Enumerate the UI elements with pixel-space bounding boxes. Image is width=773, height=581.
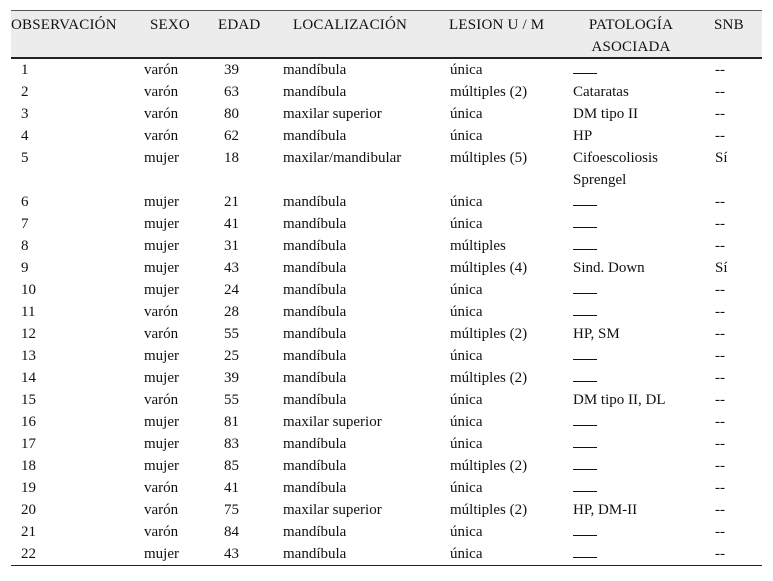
cell-edad: 41	[224, 480, 239, 496]
cell-snb: Sí	[715, 260, 728, 276]
cell-patologia	[573, 345, 597, 367]
cell-localizacion: mandíbula	[283, 458, 347, 474]
cell-lesion: múltiples (2)	[450, 326, 528, 342]
header-snb: SNB	[714, 17, 744, 33]
cell-localizacion: mandíbula	[283, 546, 347, 562]
table-row	[11, 389, 762, 411]
cell-sexo: mujer	[144, 260, 179, 276]
cell-observacion: 17	[21, 436, 36, 452]
cell-localizacion: maxilar superior	[283, 106, 382, 122]
cell-snb: --	[715, 216, 725, 232]
cell-observacion: 16	[21, 414, 36, 430]
blank-line	[573, 279, 597, 294]
header-patologia-line2: ASOCIADA	[591, 39, 671, 55]
cell-localizacion: maxilar superior	[283, 502, 382, 518]
cell-edad: 28	[224, 304, 239, 320]
cell-localizacion: mandíbula	[283, 326, 347, 342]
patologia-text: HP	[573, 128, 593, 144]
table-row	[11, 103, 762, 125]
table-row	[11, 301, 762, 323]
cell-patologia	[573, 323, 620, 345]
cell-sexo: mujer	[144, 370, 179, 386]
cell-observacion: 12	[21, 326, 36, 342]
cell-lesion: múltiples (2)	[450, 84, 528, 100]
cell-edad: 62	[224, 128, 239, 144]
cell-localizacion: mandíbula	[283, 84, 347, 100]
table-row	[11, 59, 762, 81]
cell-sexo: varón	[144, 106, 179, 122]
header-localizacion: LOCALIZACIÓN	[293, 17, 408, 33]
table-row	[11, 191, 762, 213]
table-row	[11, 499, 762, 521]
cell-sexo: varón	[144, 392, 179, 408]
table-row	[11, 345, 762, 367]
table-body	[11, 59, 762, 566]
cell-lesion: múltiples (2)	[450, 370, 528, 386]
cell-lesion: múltiples (4)	[450, 260, 528, 276]
table-row	[11, 213, 762, 235]
cell-patologia	[573, 81, 629, 103]
cell-observacion: 19	[21, 480, 36, 496]
table-row	[11, 279, 762, 301]
blank-line	[573, 191, 597, 206]
blank-line	[573, 301, 597, 316]
cell-lesion: única	[450, 216, 483, 232]
cell-localizacion: mandíbula	[283, 260, 347, 276]
cell-sexo: varón	[144, 524, 179, 540]
cell-sexo: varón	[144, 128, 179, 144]
cell-sexo: mujer	[144, 348, 179, 364]
cell-patologia	[573, 521, 597, 543]
cell-observacion: 4	[21, 128, 29, 144]
cell-snb: --	[715, 414, 725, 430]
cell-localizacion: mandíbula	[283, 348, 347, 364]
data-table	[11, 10, 762, 566]
cell-edad: 81	[224, 414, 239, 430]
cell-edad: 43	[224, 546, 239, 562]
cell-lesion: única	[450, 480, 483, 496]
cell-edad: 83	[224, 436, 239, 452]
cell-patologia	[573, 59, 597, 81]
blank-line	[573, 455, 597, 470]
patologia-text: HP, DM-II	[573, 502, 638, 518]
cell-localizacion: mandíbula	[283, 370, 347, 386]
cell-lesion: múltiples (5)	[450, 150, 528, 166]
table-row	[11, 257, 762, 279]
cell-snb: --	[715, 84, 725, 100]
cell-lesion: única	[450, 304, 483, 320]
cell-lesion: múltiples	[450, 238, 506, 254]
blank-line	[573, 521, 597, 536]
blank-line	[573, 59, 597, 74]
cell-snb: --	[715, 392, 725, 408]
cell-snb: --	[715, 128, 725, 144]
cell-edad: 43	[224, 260, 239, 276]
cell-localizacion: maxilar superior	[283, 414, 382, 430]
table-header	[11, 10, 762, 59]
cell-localizacion: mandíbula	[283, 238, 347, 254]
blank-line	[573, 411, 597, 426]
cell-sexo: varón	[144, 62, 179, 78]
cell-patologia	[573, 279, 597, 301]
cell-sexo: varón	[144, 326, 179, 342]
cell-lesion: única	[450, 62, 483, 78]
cell-snb: --	[715, 370, 725, 386]
cell-lesion: única	[450, 194, 483, 210]
cell-snb: --	[715, 546, 725, 562]
cell-lesion: única	[450, 546, 483, 562]
cell-snb: --	[715, 524, 725, 540]
cell-snb: --	[715, 436, 725, 452]
cell-observacion: 8	[21, 238, 29, 254]
cell-sexo: mujer	[144, 546, 179, 562]
cell-observacion: 14	[21, 370, 36, 386]
cell-snb: --	[715, 348, 725, 364]
cell-sexo: varón	[144, 304, 179, 320]
cell-sexo: mujer	[144, 458, 179, 474]
cell-lesion: única	[450, 436, 483, 452]
cell-patologia	[573, 543, 597, 565]
cell-patologia	[573, 125, 592, 147]
cell-snb: --	[715, 106, 725, 122]
header-patologia-line1: PATOLOGÍA	[588, 17, 674, 33]
cell-edad: 55	[224, 392, 239, 408]
header-observacion: OBSERVACIÓN	[11, 17, 117, 33]
cell-sexo: mujer	[144, 282, 179, 298]
cell-snb: Sí	[715, 150, 728, 166]
header-sexo: SEXO	[150, 17, 190, 33]
blank-line	[573, 433, 597, 448]
cell-snb: --	[715, 326, 725, 342]
cell-observacion: 9	[21, 260, 29, 276]
cell-patologia	[573, 191, 597, 213]
cell-observacion: 18	[21, 458, 36, 474]
cell-localizacion: mandíbula	[283, 216, 347, 232]
patologia-text: Cataratas	[573, 84, 629, 100]
cell-patologia	[573, 213, 597, 235]
cell-snb: --	[715, 238, 725, 254]
blank-line	[573, 543, 597, 558]
cell-edad: 39	[224, 62, 239, 78]
cell-snb: --	[715, 304, 725, 320]
table-row	[11, 543, 762, 565]
cell-patologia	[573, 103, 638, 125]
patologia-text: HP, SM	[573, 326, 620, 342]
header-edad: EDAD	[218, 17, 261, 33]
table-row	[11, 367, 762, 389]
cell-localizacion: mandíbula	[283, 524, 347, 540]
cell-lesion: única	[450, 524, 483, 540]
cell-localizacion: mandíbula	[283, 436, 347, 452]
cell-localizacion: mandíbula	[283, 62, 347, 78]
cell-sexo: varón	[144, 502, 179, 518]
table-row	[11, 477, 762, 499]
cell-patologia	[573, 257, 645, 279]
cell-sexo: varón	[144, 480, 179, 496]
cell-localizacion: mandíbula	[283, 282, 347, 298]
cell-sexo: mujer	[144, 150, 179, 166]
cell-patologia	[573, 455, 597, 477]
cell-observacion: 2	[21, 84, 29, 100]
cell-observacion: 3	[21, 106, 29, 122]
cell-edad: 84	[224, 524, 239, 540]
cell-observacion: 6	[21, 194, 29, 210]
cell-lesion: única	[450, 392, 483, 408]
patologia-text: Sind. Down	[573, 260, 645, 276]
cell-observacion: 20	[21, 502, 36, 518]
blank-line	[573, 477, 597, 492]
cell-edad: 25	[224, 348, 239, 364]
cell-localizacion: mandíbula	[283, 480, 347, 496]
cell-snb: --	[715, 458, 725, 474]
cell-patologia	[573, 301, 597, 323]
cell-edad: 31	[224, 238, 239, 254]
cell-patologia	[573, 411, 597, 433]
cell-edad: 39	[224, 370, 239, 386]
blank-line	[573, 213, 597, 228]
cell-lesion: única	[450, 348, 483, 364]
patologia-text: Cifoescoliosis	[573, 150, 658, 166]
cell-observacion: 21	[21, 524, 36, 540]
header-lesion: LESION U / M	[449, 17, 545, 33]
cell-observacion: 10	[21, 282, 36, 298]
cell-localizacion: mandíbula	[283, 128, 347, 144]
cell-edad: 21	[224, 194, 239, 210]
blank-line	[573, 345, 597, 360]
cell-sexo: mujer	[144, 436, 179, 452]
cell-lesion: única	[450, 414, 483, 430]
cell-snb: --	[715, 194, 725, 210]
cell-patologia	[573, 433, 597, 455]
cell-lesion: múltiples (2)	[450, 502, 528, 518]
header-patologia	[572, 14, 690, 58]
cell-localizacion: mandíbula	[283, 304, 347, 320]
cell-patologia	[573, 499, 637, 521]
table-row	[11, 125, 762, 147]
cell-patologia	[573, 235, 597, 257]
table-row	[11, 147, 762, 191]
cell-patologia	[573, 477, 597, 499]
cell-localizacion: mandíbula	[283, 194, 347, 210]
cell-edad: 63	[224, 84, 239, 100]
cell-sexo: mujer	[144, 194, 179, 210]
cell-lesion: única	[450, 128, 483, 144]
cell-lesion: única	[450, 106, 483, 122]
cell-edad: 18	[224, 150, 239, 166]
cell-edad: 80	[224, 106, 239, 122]
cell-observacion: 7	[21, 216, 29, 232]
cell-sexo: mujer	[144, 414, 179, 430]
cell-sexo: varón	[144, 84, 179, 100]
cell-patologia	[573, 147, 658, 191]
table-row	[11, 433, 762, 455]
cell-localizacion: mandíbula	[283, 392, 347, 408]
table-row	[11, 235, 762, 257]
cell-observacion: 5	[21, 150, 29, 166]
cell-patologia	[573, 389, 666, 411]
cell-lesion: múltiples (2)	[450, 458, 528, 474]
cell-sexo: mujer	[144, 238, 179, 254]
cell-localizacion: maxilar/mandibular	[283, 150, 402, 166]
table-row	[11, 411, 762, 433]
patologia-text-line2: Sprengel	[573, 172, 627, 188]
cell-observacion: 22	[21, 546, 36, 562]
cell-observacion: 11	[21, 304, 36, 320]
cell-sexo: mujer	[144, 216, 179, 232]
cell-snb: --	[715, 502, 725, 518]
cell-snb: --	[715, 282, 725, 298]
patologia-text: DM tipo II	[573, 106, 638, 122]
blank-line	[573, 367, 597, 382]
cell-snb: --	[715, 480, 725, 496]
cell-snb: --	[715, 62, 725, 78]
cell-edad: 41	[224, 216, 239, 232]
patologia-text: DM tipo II, DL	[573, 392, 666, 408]
cell-patologia	[573, 367, 597, 389]
cell-edad: 85	[224, 458, 239, 474]
cell-observacion: 13	[21, 348, 36, 364]
table-row	[11, 323, 762, 345]
cell-observacion: 15	[21, 392, 36, 408]
cell-edad: 55	[224, 326, 239, 342]
table-row	[11, 521, 762, 543]
blank-line	[573, 235, 597, 250]
cell-observacion: 1	[21, 62, 29, 78]
cell-edad: 75	[224, 502, 239, 518]
cell-edad: 24	[224, 282, 239, 298]
cell-lesion: única	[450, 282, 483, 298]
table-row	[11, 81, 762, 103]
table-row	[11, 455, 762, 477]
